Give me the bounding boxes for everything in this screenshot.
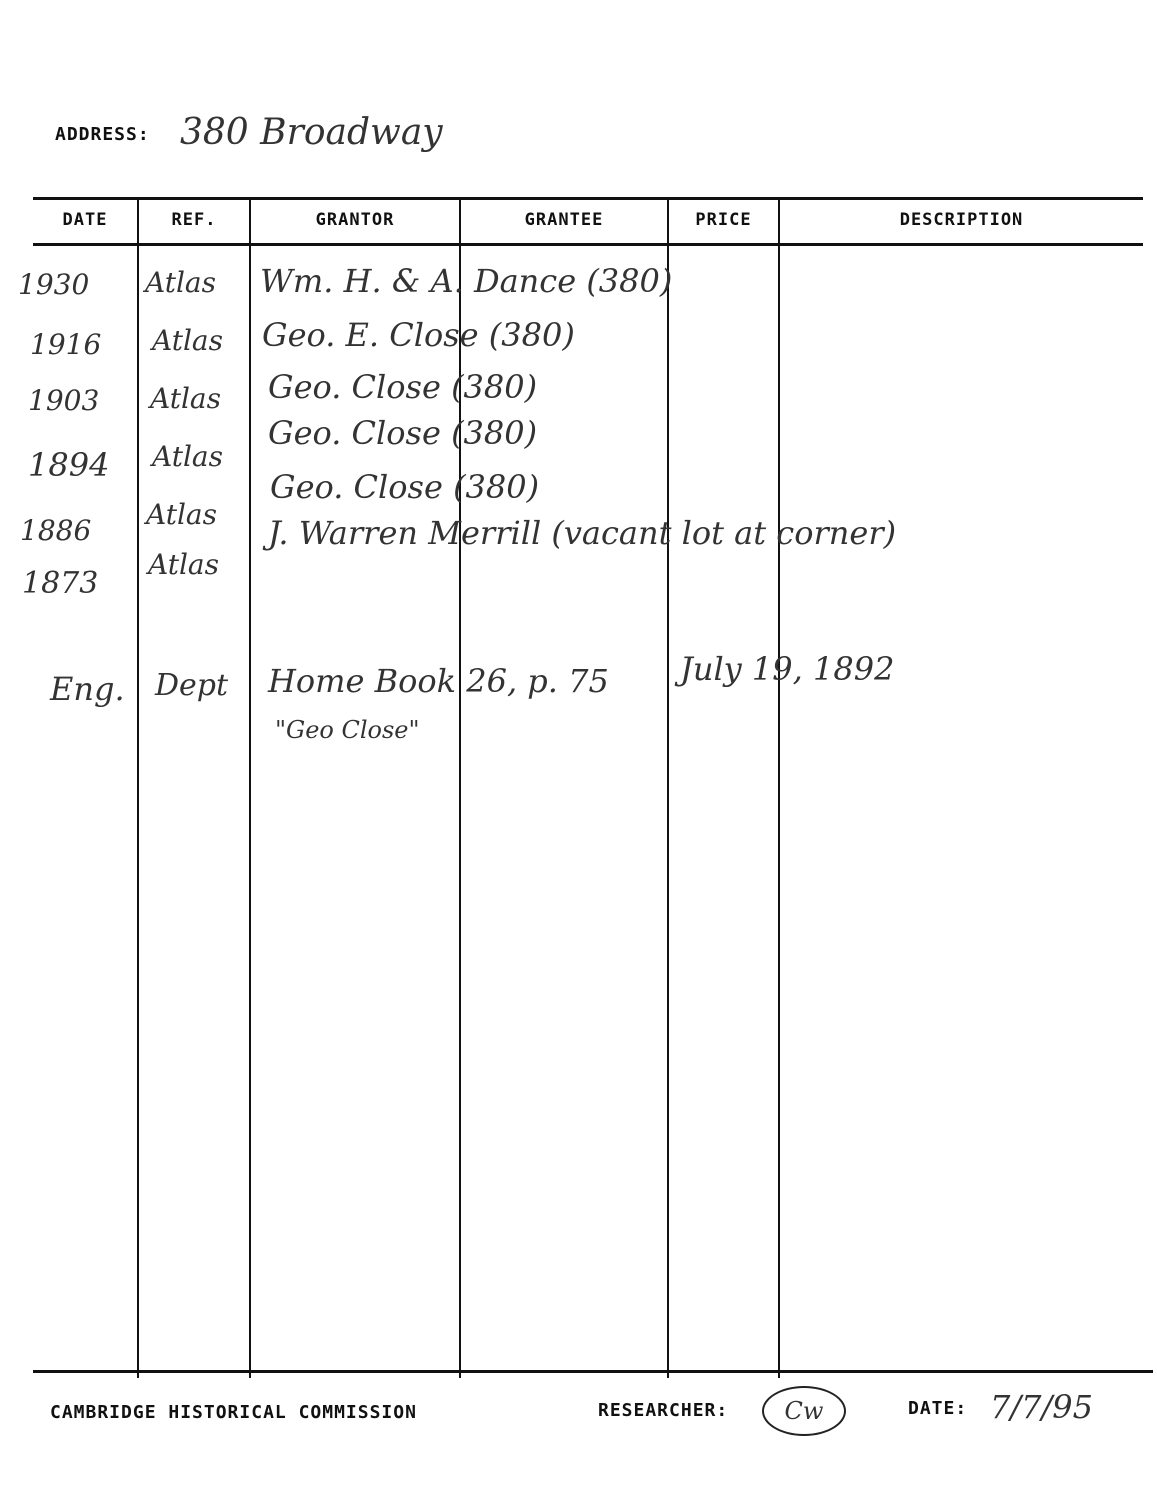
row-5-entry: Geo. Close (380) [270, 468, 540, 506]
footer-date-label: DATE: [908, 1398, 968, 1419]
table-bottom-rule [33, 1370, 1153, 1373]
researcher-initials: Cw [762, 1386, 846, 1436]
row-5-date: 1886 [20, 514, 92, 547]
researcher-label: RESEARCHER: [598, 1400, 729, 1421]
row-4-ref: Atlas [152, 440, 223, 473]
column-header-date: DATE [62, 210, 108, 230]
footer-date-value: 7/7/95 [990, 1388, 1093, 1426]
eng-row-date-text: July 19, 1892 [680, 650, 895, 688]
row-3-ref: Atlas [150, 382, 221, 415]
column-header-description: DESCRIPTION [899, 210, 1024, 230]
row-4-date: 1894 [28, 446, 110, 484]
column-header-grantee: GRANTEE [524, 210, 604, 230]
row-2-entry: Geo. E. Close (380) [262, 316, 575, 354]
eng-row-note: "Geo Close" [275, 716, 420, 744]
row-1-date: 1930 [18, 268, 90, 301]
row-3-entry: Geo. Close (380) [268, 368, 538, 406]
row-5-ref: Atlas [146, 498, 217, 531]
column-divider-4 [667, 200, 669, 1378]
eng-row-ref: Dept [155, 668, 229, 703]
column-header-grantor: GRANTOR [315, 210, 395, 230]
row-2-ref: Atlas [152, 324, 223, 357]
row-1-ref: Atlas [145, 266, 216, 299]
row-6-date: 1873 [22, 566, 99, 601]
address-label: ADDRESS: [55, 124, 150, 145]
row-4-entry: Geo. Close (380) [268, 414, 538, 452]
row-2-date: 1916 [30, 328, 102, 361]
eng-row-entry: Home Book 26, p. 75 [268, 662, 609, 700]
eng-row-date: Eng. [50, 670, 125, 708]
footer-organization: CAMBRIDGE HISTORICAL COMMISSION [50, 1402, 417, 1423]
table-top-rule [33, 197, 1143, 200]
header-bottom-rule [33, 243, 1143, 246]
address-value: 380 Broadway [180, 112, 443, 153]
row-6-entry: J. Warren Merrill (vacant lot at corner) [268, 514, 897, 552]
row-6-ref: Atlas [148, 548, 219, 581]
column-divider-2 [249, 200, 251, 1378]
column-header-price: PRICE [695, 210, 752, 230]
column-divider-1 [137, 200, 139, 1378]
row-1-entry: Wm. H. & A. Dance (380) [260, 262, 673, 300]
row-3-date: 1903 [28, 384, 100, 417]
column-header-ref: REF. [171, 210, 217, 230]
column-divider-5 [778, 200, 780, 1378]
